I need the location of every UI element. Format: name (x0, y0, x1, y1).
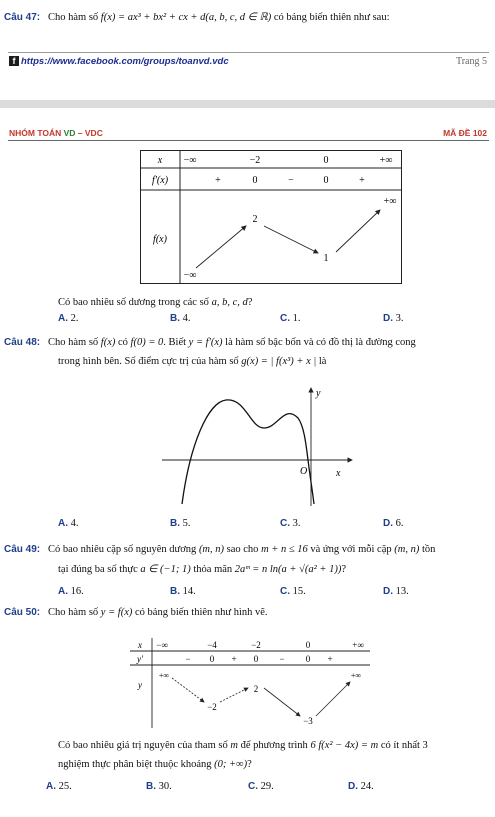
svg-text:−: − (288, 175, 294, 186)
question-50-ask-line1: Có bao nhiêu giá trị nguyên của tham số m để phương trình 6 f(x² − 4x) = m có ít nhất 3 (58, 740, 428, 751)
variation-table-50 (130, 638, 370, 728)
derivative-graph-48 (160, 384, 355, 508)
q47-option-c[interactable]: C. 1. (280, 313, 301, 324)
svg-text:−3: −3 (303, 716, 313, 726)
footer-rule (8, 52, 489, 53)
svg-text:−2: −2 (249, 155, 261, 166)
question-number: Câu 47: (4, 12, 41, 23)
svg-text:+: + (359, 175, 365, 186)
svg-text:0: 0 (305, 654, 311, 664)
q47-option-a[interactable]: A. 2. (58, 313, 79, 324)
svg-text:−∞: −∞ (183, 155, 197, 166)
derivative-curve (182, 400, 314, 504)
svg-text:−2: −2 (207, 702, 217, 712)
question-50-ask-line2: nghiệm thực phân biệt thuộc khoảng (0; +∞)? (58, 759, 252, 770)
svg-text:−2: −2 (251, 640, 261, 650)
svg-text:2: 2 (253, 684, 259, 694)
svg-text:0: 0 (323, 175, 329, 186)
q47-option-d[interactable]: D. 3. (383, 313, 404, 324)
graph-y-label: y (316, 388, 321, 399)
header-rule (8, 140, 489, 141)
question-47-ask: Có bao nhiêu số dương trong các số a, b, c, d? (58, 297, 253, 308)
graph-x-label: x (336, 468, 341, 479)
svg-text:0: 0 (252, 175, 258, 186)
svg-text:0: 0 (305, 640, 311, 650)
question-47-stem (4, 11, 390, 25)
q49-option-a[interactable]: A. 16. (58, 586, 84, 597)
svg-text:+∞: +∞ (350, 671, 362, 680)
facebook-icon: f (9, 56, 19, 66)
q48-option-d[interactable]: D. 6. (383, 518, 404, 529)
question-number: Câu 48: (4, 337, 41, 348)
q48-option-b[interactable]: B. 5. (170, 518, 191, 529)
svg-text:+: + (215, 175, 221, 186)
header-right: MÃ ĐỀ 102 (443, 128, 487, 138)
q50-option-a[interactable]: A. 25. (46, 781, 72, 792)
header-left: NHÓM TOÁN VD – VDC (9, 128, 103, 138)
svg-text:−∞: −∞ (156, 640, 168, 650)
q49-option-c[interactable]: C. 15. (280, 586, 306, 597)
question-number: Câu 49: (4, 544, 41, 555)
q49-option-d[interactable]: D. 13. (383, 586, 409, 597)
page-number: Trang 5 (455, 56, 487, 67)
table-x-label: x (157, 155, 163, 166)
q48-option-a[interactable]: A. 4. (58, 518, 79, 529)
svg-text:+∞: +∞ (158, 671, 170, 680)
question-48-line2: trong hình bên. Số điểm cực trị của hàm số g(x) = | f(x³) + x | là (58, 356, 327, 367)
svg-text:−∞: −∞ (183, 270, 197, 281)
stem-text: có bảng biến thiên như sau: (273, 12, 390, 23)
svg-text:2: 2 (252, 214, 258, 225)
graph-origin: O (300, 466, 308, 477)
svg-text:−: − (185, 654, 191, 664)
svg-text:−: − (279, 654, 285, 664)
question-49-line2: tại đúng ba số thực a ∈ (−1; 1) thỏa mãn 2aᵐ = n ln(a + √(a² + 1))? (58, 564, 347, 575)
table-y-label: y (138, 680, 142, 690)
svg-text:1: 1 (323, 253, 329, 264)
q47-option-b[interactable]: B. 4. (170, 313, 191, 324)
question-50-line1: Câu 50: Cho hàm số y = f(x) có bảng biến thiên như hình vẽ. (4, 607, 268, 618)
table-x-label: x (138, 640, 142, 650)
svg-text:−4: −4 (207, 640, 217, 650)
formula: f(x) = ax³ + bx² + cx + d(a, b, c, d ∈ ℝ) (100, 12, 272, 23)
svg-text:+∞: +∞ (352, 640, 364, 650)
svg-text:+: + (327, 654, 333, 664)
table-f-label: f(x) (153, 234, 167, 245)
footer-link[interactable]: https://www.facebook.com/groups/toanvd.vdc (21, 56, 229, 67)
q50-option-b[interactable]: B. 30. (146, 781, 172, 792)
svg-text:+: + (231, 654, 237, 664)
q49-option-b[interactable]: B. 14. (170, 586, 196, 597)
question-49-line1: Câu 49: Có bao nhiêu cặp số nguyên dương (m, n) sao cho m + n ≤ 16 và ứng với mỗi cặp (m, n) tồn (4, 544, 436, 555)
q48-option-c[interactable]: C. 3. (280, 518, 301, 529)
variation-table-47 (140, 150, 402, 284)
stem-text: Cho hàm số (48, 12, 99, 23)
page-break-band (0, 100, 495, 108)
question-48-line1: Câu 48: Cho hàm số f(x) có f(0) = 0. Biết y = f′(x) là hàm số bậc bốn và có đồ thị là đường cong (4, 337, 416, 348)
svg-text:0: 0 (253, 654, 259, 664)
table-fp-label: f′(x) (151, 175, 169, 186)
q50-option-c[interactable]: C. 29. (248, 781, 274, 792)
question-number: Câu 50: (4, 607, 41, 618)
svg-text:+∞: +∞ (383, 196, 397, 207)
table-yp-label: y′ (137, 654, 143, 664)
svg-text:+∞: +∞ (379, 155, 393, 166)
q50-option-d[interactable]: D. 24. (348, 781, 374, 792)
svg-text:0: 0 (323, 155, 329, 166)
svg-text:0: 0 (209, 654, 215, 664)
